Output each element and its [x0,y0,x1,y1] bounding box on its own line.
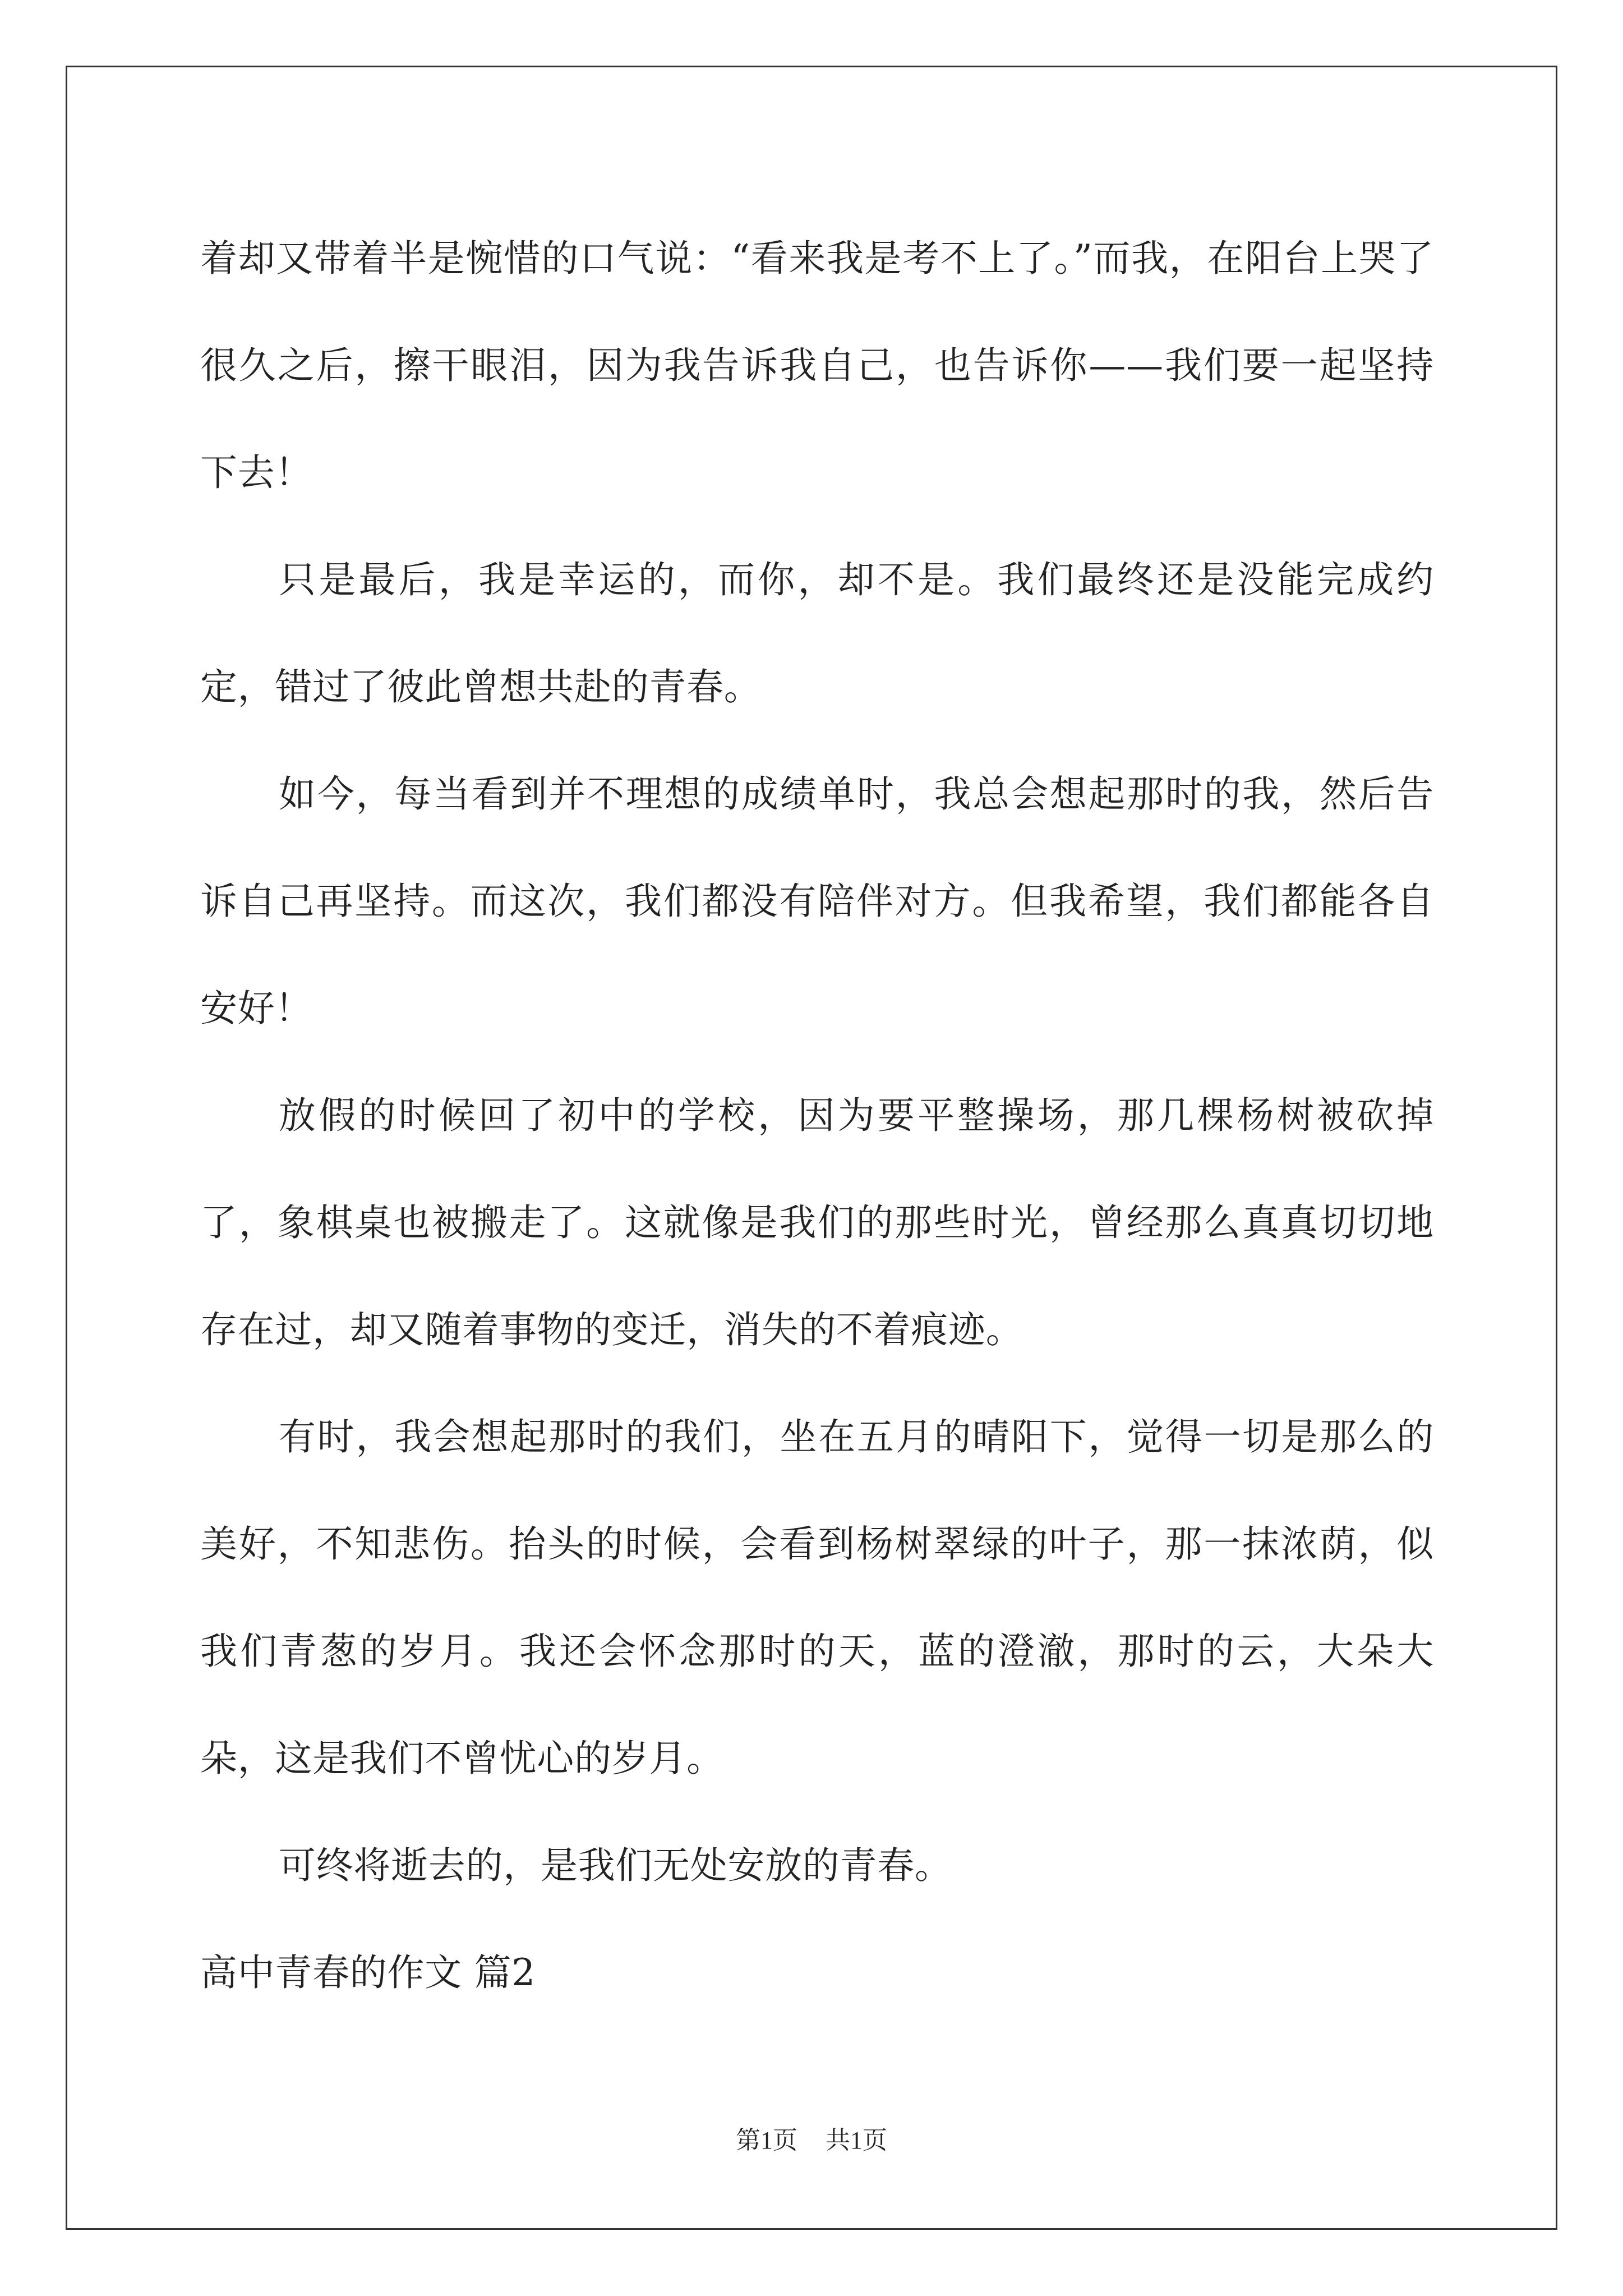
paragraph-3: 如今，每当看到并不理想的成绩单时，我总会想起那时的我，然后告诉自己再坚持。而这次，我们都没有陪伴对方。但我希望，我们都能各自安好！ [200,772,1434,1030]
paragraph-6: 可终将逝去的，是我们无处安放的青春。 [279,1844,952,1887]
page-footer [0,2124,1623,2157]
page-total: 共1页 [826,2127,887,2154]
document-body [200,205,1434,2026]
section-heading: 高中青春的作文 篇2 [200,1951,536,1994]
paragraph-4: 放假的时候回了初中的学校，因为要平整操场，那几棵杨树被砍掉了，象棋桌也被搬走了。这就像是我们的那些时光，曾经那么真真切切地存在过，却又随着事物的变迁，消失的不着痕迹。 [200,1094,1434,1351]
paragraph-1: 着却又带着半是惋惜的口气说：“看来我是考不上了。”而我，在阳台上哭了很久之后，擦干眼泪，因为我告诉我自己，也告诉你——我们要一起坚持下去！ [200,237,1434,494]
paragraph-5: 有时，我会想起那时的我们，坐在五月的晴阳下，觉得一切是那么的美好，不知悲伤。抬头的时候，会看到杨树翠绿的叶子，那一抹浓荫，似我们青葱的岁月。我还会怀念那时的天，蓝的澄澈，那时的云，大朵大朵，这是我们不曾忧心的岁月。 [200,1415,1434,1780]
paragraph-2: 只是最后，我是幸运的，而你，却不是。我们最终还是没能完成约定，错过了彼此曾想共赴的青春。 [200,558,1434,708]
page-number: 第1页 [736,2127,797,2154]
